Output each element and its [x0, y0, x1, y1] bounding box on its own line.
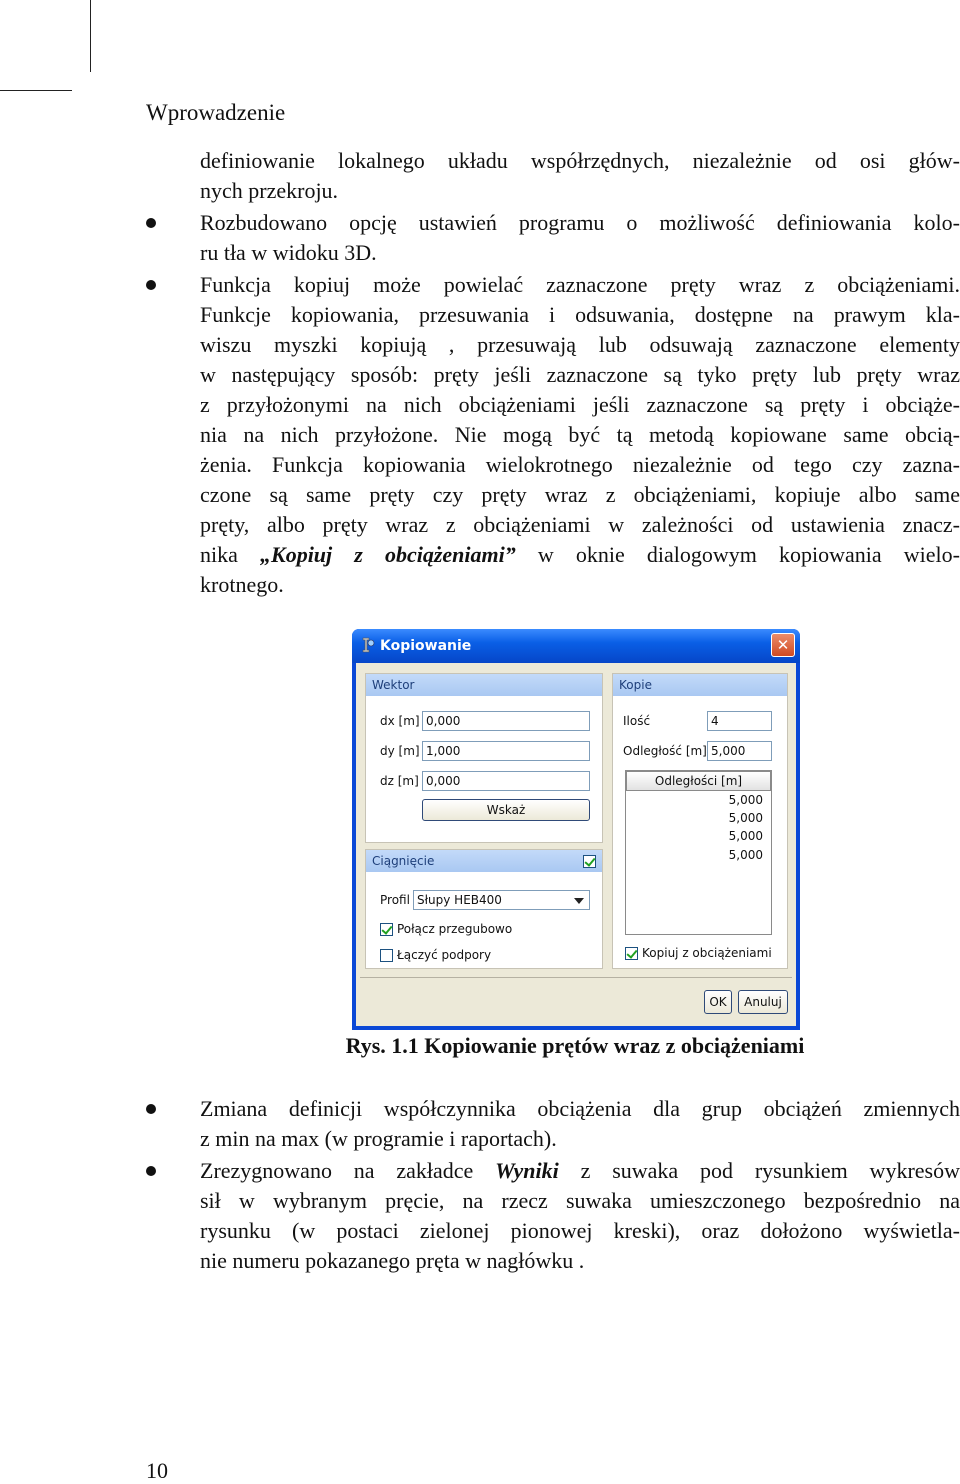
- text-line: ru tła w widoku 3D.: [200, 240, 377, 265]
- list-item[interactable]: 5,000: [728, 829, 763, 843]
- distances-list-header: Odległości [m]: [626, 771, 771, 791]
- text-line: sił w wybranym pręcie, na rzecz suwaka umieszczonego bezpośrednio na: [200, 1188, 960, 1213]
- copy-with-loads-checkbox[interactable]: [625, 947, 638, 960]
- supports-label: Łączyć podpory: [397, 948, 492, 962]
- text-line: rysunku (w postaci zielonej pionowej kreski), oraz dołożono wyświetla-: [200, 1218, 960, 1243]
- text-line: żenia. Funkcja kopiowania wielokrotnego niezależnie od tego czy zazna-: [200, 452, 960, 477]
- text-line: nia na nich przyłożone. Nie mogą być tą metodą kopiowane same obcią-: [200, 422, 960, 447]
- text-fragment: w oknie dialogowym kopiowania wielo-: [515, 542, 960, 567]
- dz-input[interactable]: 0,000: [422, 771, 590, 791]
- cancel-button[interactable]: Anuluj: [738, 990, 788, 1014]
- dx-input[interactable]: 0,000: [422, 711, 590, 731]
- copies-panel-header: Kopie: [613, 674, 787, 696]
- bullet-item-background-color: [200, 208, 960, 268]
- text-line: Funkcje kopiowania, przesuwania i odsuwania, dostępne na prawym kla-: [200, 302, 960, 327]
- quoted-option-name: „Kopiuj z obciążeniami”: [260, 542, 516, 567]
- copies-panel: [612, 673, 788, 969]
- text-line: czone są same pręty czy pręty wraz z obciążeniami, kopiuje albo same: [200, 482, 960, 507]
- text-line: Rozbudowano opcję ustawień programu o możliwość definiowania kolo-: [200, 210, 960, 235]
- vector-panel: [365, 673, 603, 843]
- extrusion-enable-checkbox[interactable]: [583, 855, 596, 868]
- dz-label: dz [m]: [380, 774, 419, 788]
- bullet-marker: [146, 218, 156, 228]
- hinge-checkbox[interactable]: [380, 923, 393, 936]
- copy-with-loads-label: Kopiuj z obciążeniami: [642, 946, 772, 960]
- text-fragment: z suwaka pod rysunkiem wykresów: [558, 1158, 960, 1183]
- tab-name-emphasis: Wyniki: [495, 1158, 559, 1183]
- text-line: Funkcja kopiuj może powielać zaznaczone pręty wraz z obciążeniami.: [200, 272, 960, 297]
- list-item[interactable]: 5,000: [728, 793, 763, 807]
- extrusion-panel: [365, 849, 603, 969]
- count-input[interactable]: 4: [707, 711, 772, 731]
- app-icon: [360, 636, 376, 654]
- intro-paragraph: [200, 146, 960, 206]
- vector-panel-header: Wektor: [366, 674, 602, 696]
- text-line: wiszu myszki kopiują , przesuwają lub odsuwają zaznaczone elementy: [200, 332, 960, 357]
- distances-list[interactable]: [625, 770, 772, 935]
- text-line: z min na max (w programie i raportach).: [200, 1126, 557, 1151]
- text-line: nie numeru pokazanego pręta w nagłówku .: [200, 1248, 585, 1273]
- dialog-client-area: [356, 663, 796, 1026]
- show-button[interactable]: Wskaż: [422, 799, 590, 821]
- crop-mark-horizontal: [0, 90, 72, 91]
- text-line: pręty, albo pręty wraz z obciążeniami w zależności od ustawienia znacz-: [200, 512, 960, 537]
- text-line: [200, 1156, 960, 1186]
- list-item[interactable]: 5,000: [728, 848, 763, 862]
- bullet-item-results-slider: [200, 1156, 960, 1276]
- bullet-item-load-factor: [200, 1094, 960, 1154]
- text-line: [200, 540, 960, 570]
- running-header: Wprowadzenie: [146, 100, 286, 125]
- distance-label: Odległość [m]: [623, 744, 707, 758]
- profile-select-value: Słupy HEB400: [417, 893, 502, 907]
- distance-input[interactable]: 5,000: [707, 741, 772, 761]
- dy-label: dy [m]: [380, 744, 420, 758]
- dx-label: dx [m]: [380, 714, 420, 728]
- bullet-item-copy-function: [200, 270, 960, 600]
- dialog-titlebar: [352, 629, 800, 663]
- dy-input[interactable]: 1,000: [422, 741, 590, 761]
- bullet-marker: [146, 1104, 156, 1114]
- close-button[interactable]: ✕: [771, 633, 795, 657]
- profile-label: Profil: [380, 893, 410, 907]
- text-fragment: Zrezygnowano na zakładce: [200, 1158, 496, 1183]
- copy-dialog: [352, 629, 800, 1030]
- supports-checkbox[interactable]: [380, 949, 393, 962]
- footer-separator: [360, 977, 792, 978]
- text-line: w następujący sposób: pręty jeśli zaznaczone są tyko pręty lub pręty wraz: [200, 362, 960, 387]
- bullet-marker: [146, 280, 156, 290]
- text-line: krotnego.: [200, 572, 284, 597]
- profile-select[interactable]: [413, 890, 590, 910]
- hinge-label: Połącz przegubowo: [397, 922, 513, 936]
- text-fragment: nika: [200, 542, 261, 567]
- page-number: 10: [146, 1458, 168, 1483]
- count-label: Ilość: [623, 714, 651, 728]
- figure-caption: Rys. 1.1 Kopiowanie prętów wraz z obciążeniami: [345, 1033, 805, 1058]
- bullet-marker: [146, 1166, 156, 1176]
- extrusion-panel-header: Ciągnięcie: [366, 850, 602, 872]
- text-line: z przyłożonymi na nich obciążeniami jeśli zaznaczone są pręty i obciąże-: [200, 392, 960, 417]
- crop-mark-vertical: [90, 0, 91, 72]
- text-line: nych przekroju.: [200, 178, 339, 203]
- dialog-title: Kopiowanie: [380, 638, 472, 654]
- ok-button[interactable]: OK: [704, 990, 732, 1014]
- list-item[interactable]: 5,000: [728, 811, 763, 825]
- chevron-down-icon: [574, 898, 584, 904]
- text-line: Zmiana definicji współczynnika obciążenia dla grup obciążeń zmiennych: [200, 1096, 960, 1121]
- text-line: definiowanie lokalnego układu współrzędnych, niezależnie od osi głów-: [200, 148, 960, 173]
